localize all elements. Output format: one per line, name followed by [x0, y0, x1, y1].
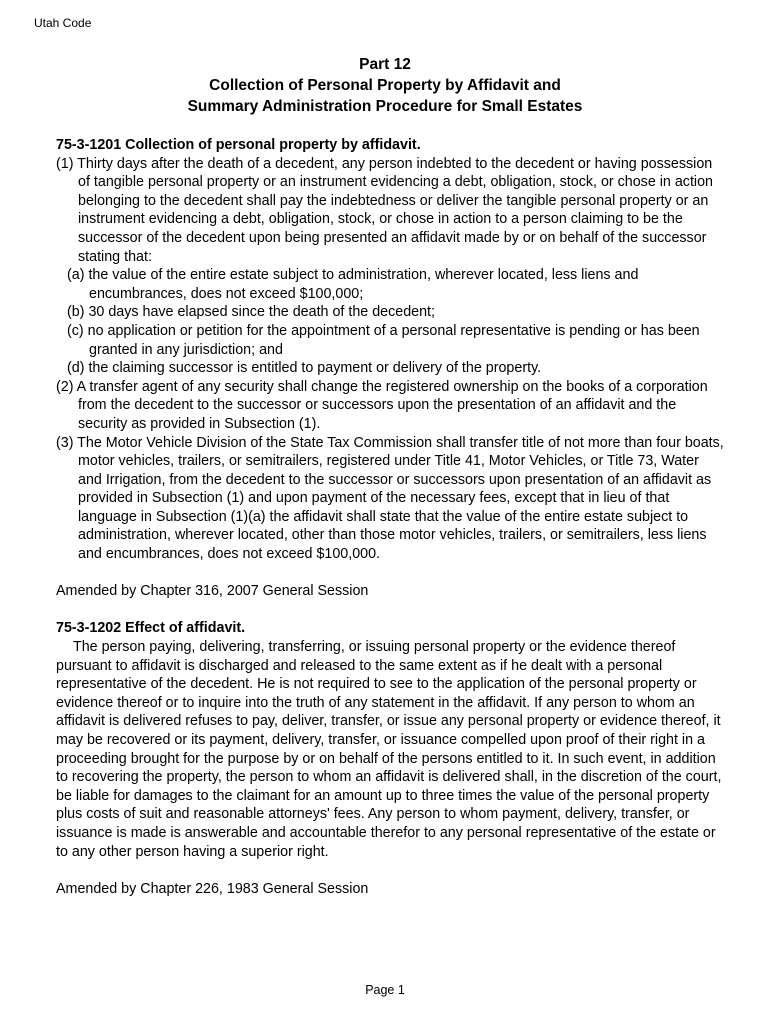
section-1201-amendment-note: Amended by Chapter 316, 2007 General Session: [56, 583, 369, 600]
document-body: [56, 136, 726, 898]
page-number: Page 1: [365, 983, 405, 997]
section-1202-amendment-note: Amended by Chapter 226, 1983 General Session: [56, 880, 369, 897]
section-1202-heading: 75-3-1202 Effect of affidavit.: [56, 620, 246, 637]
part-title-line-1: Collection of Personal Property by Affidavit and: [209, 77, 561, 94]
spacer: [56, 861, 726, 880]
subsection-1b: (b) 30 days have elapsed since the death of the decedent;: [67, 304, 436, 321]
part-title-line-2: Summary Administration Procedure for Small Estates: [187, 98, 583, 115]
spacer: [56, 564, 726, 583]
subsection-3: (3) The Motor Vehicle Division of the State Tax Commission shall transfer title of not more than four boats, motor vehicles, trailers, or semitrailers, registered under Title 41, Motor Vehicles, or Title 73, Water and Irrigation, from the decedent to the successor or successors upon presentation of an affidavit as provided in Subsection (1) and upon payment of the necessary fees, except that in lieu of that language in Subsection (1)(a) the affidavit shall state that the value of the entire estate subject to administration, wherever located, other than those motor vehicles, trailers, or semitrailers, less liens and encumbrances, does not exceed $100,000.: [56, 434, 724, 563]
part-title-block: [0, 54, 770, 117]
subsection-1c: (c) no application or petition for the appointment of a personal representative is pending or has been granted in any jurisdiction; and: [67, 322, 700, 358]
section-1202-body: The person paying, delivering, transferring, or issuing personal property or the evidence thereof pursuant to affidavit is discharged and released to the same extent as if he dealt with a personal representative of the decedent. He is not required to see to the application of the personal property or evidence thereof or to inquire into the truth of any statement in the affidavit. If any person to whom an affidavit is delivered refuses to pay, deliver, transfer, or issue any personal property or evidence thereof, it may be recovered or its payment, delivery, transfer, or issuance compelled upon proof of their right in a proceeding brought for the purpose by or on behalf of the persons entitled to it. In such event, in addition to recovering the property, the person to whom an affidavit is delivered shall, in the discretion of the court, be liable for damages to the claimant for an amount up to three times the value of the personal property plus costs of suit and reasonable attorneys' fees. Any person to whom payment, delivery, transfer, or issuance is made is answerable and accountable therefor to any personal representative of the estate or to any other person having a superior right.: [56, 639, 722, 860]
running-header: Utah Code: [34, 16, 92, 30]
subsection-2: (2) A transfer agent of any security shall change the registered ownership on the books of a corporation from the decedent to the successor or successors upon the presentation of an affidavit and the security as provided in Subsection (1).: [56, 378, 708, 432]
section-1201-heading: 75-3-1201 Collection of personal property by affidavit.: [56, 137, 421, 153]
subsection-1d: (d) the claiming successor is entitled to payment or delivery of the property.: [67, 360, 542, 377]
subsection-1: (1) Thirty days after the death of a decedent, any person indebted to the decedent or having possession of tangible personal property or an instrument evidencing a debt, obligation, stock, or chose in action belonging to the decedent shall pay the indebtedness or deliver the tangible personal property or an instrument evidencing a debt, obligation, stock, or chose in action to a person claiming to be the successor of the decedent upon being presented an affidavit made by or on behalf of the successor stating that:: [56, 155, 714, 265]
spacer: [56, 601, 726, 620]
subsection-1a: (a) the value of the entire estate subject to administration, wherever located, less liens and encumbrances, does not exceed $100,000;: [67, 267, 639, 302]
part-number: Part 12: [359, 56, 411, 73]
